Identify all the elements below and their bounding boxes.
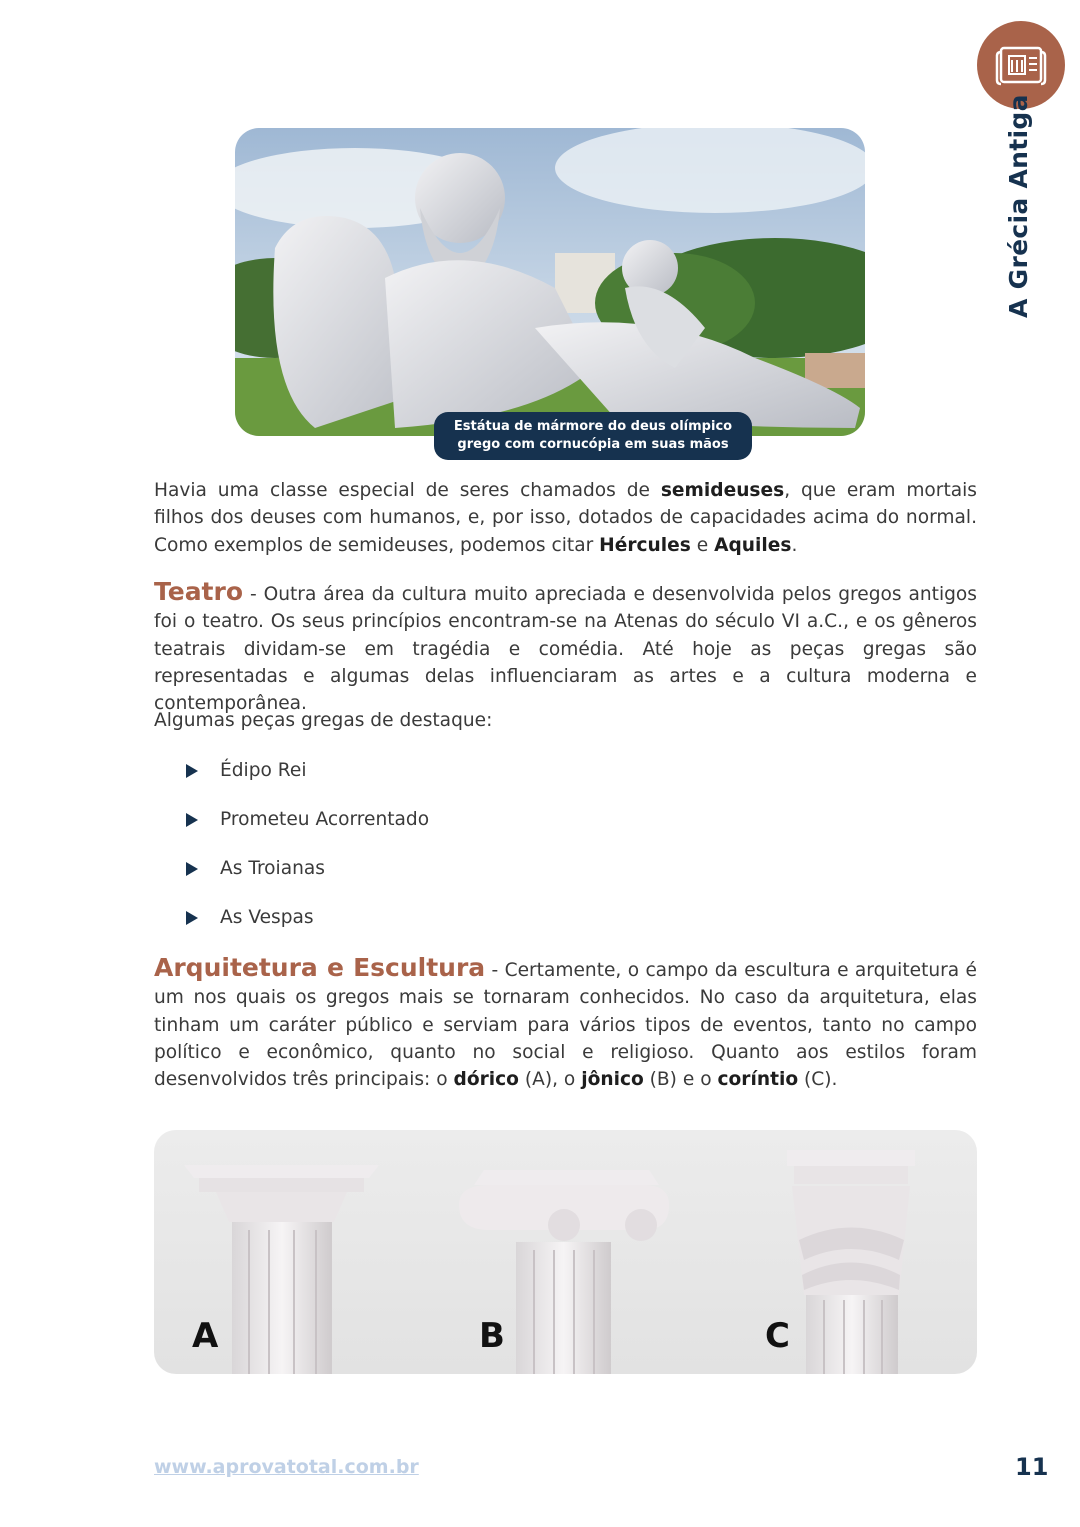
- statue-photo: [235, 128, 865, 436]
- triangle-bullet-icon: [186, 813, 198, 827]
- corinthian-column: [787, 1150, 915, 1374]
- list-item: Édipo Rei: [186, 760, 307, 781]
- intro-paragraph: Havia uma classe especial de seres chamados de semideuses, que eram mortais filhos dos deuses com humanos, e, por isso, dotados de capacidades acima do normal. Como exemplos de semideuses, podemos citar Hércules e Aquiles.: [154, 480, 977, 556]
- list-item: Prometeu Acorrentado: [186, 809, 429, 830]
- caption-line-2: grego com cornucópia em suas mãos: [457, 437, 729, 452]
- label-a: A: [192, 1316, 219, 1356]
- list-item: As Vespas: [186, 907, 314, 928]
- teatro-heading: Teatro: [154, 577, 244, 606]
- column-styles-image: [154, 1130, 977, 1374]
- triangle-bullet-icon: [186, 764, 198, 778]
- teatro-paragraph: Teatro - Outra área da cultura muito apreciada e desenvolvida pelos gregos antigos foi o teatro. Os seus princípios encontram-se na Atenas do século VI a.C., e os gêneros teatrais dividam-se em tragédia e comédia. Até hoje as peças gregas são representadas e algumas delas influenciaram as artes e a cultura moderna e contemporânea.: [154, 577, 977, 715]
- list-item: As Troianas: [186, 858, 325, 879]
- triangle-bullet-icon: [186, 911, 198, 925]
- label-c: C: [765, 1316, 790, 1356]
- arquitetura-paragraph: Arquitetura e Escultura - Certamente, o campo da escultura e arquitetura é um nos quais os gregos mais se tornaram conhecidos. No caso da arquitetura, elas tinham um caráter público e serviam para vários tipos de eventos, tanto no campo político e econômico, quanto no social e religioso. Quanto aos estilos foram desenvolvidos três principais: o dórico (A), o jônico (B) e o coríntio (C).: [154, 953, 978, 1091]
- label-b: B: [479, 1316, 505, 1356]
- map-scroll-icon: [995, 42, 1047, 88]
- page-number: 11: [1015, 1453, 1049, 1481]
- pecas-intro: Algumas peças gregas de destaque:: [154, 710, 493, 731]
- caption-line-1: Estátua de mármore do deus olímpico: [453, 419, 733, 434]
- website-link[interactable]: www.aprovatotal.com.br: [154, 1456, 419, 1478]
- arquitetura-heading: Arquitetura e Escultura: [154, 953, 486, 982]
- photo-caption: [434, 412, 752, 460]
- triangle-bullet-icon: [186, 862, 198, 876]
- chapter-title: A Grécia Antiga: [1004, 94, 1033, 318]
